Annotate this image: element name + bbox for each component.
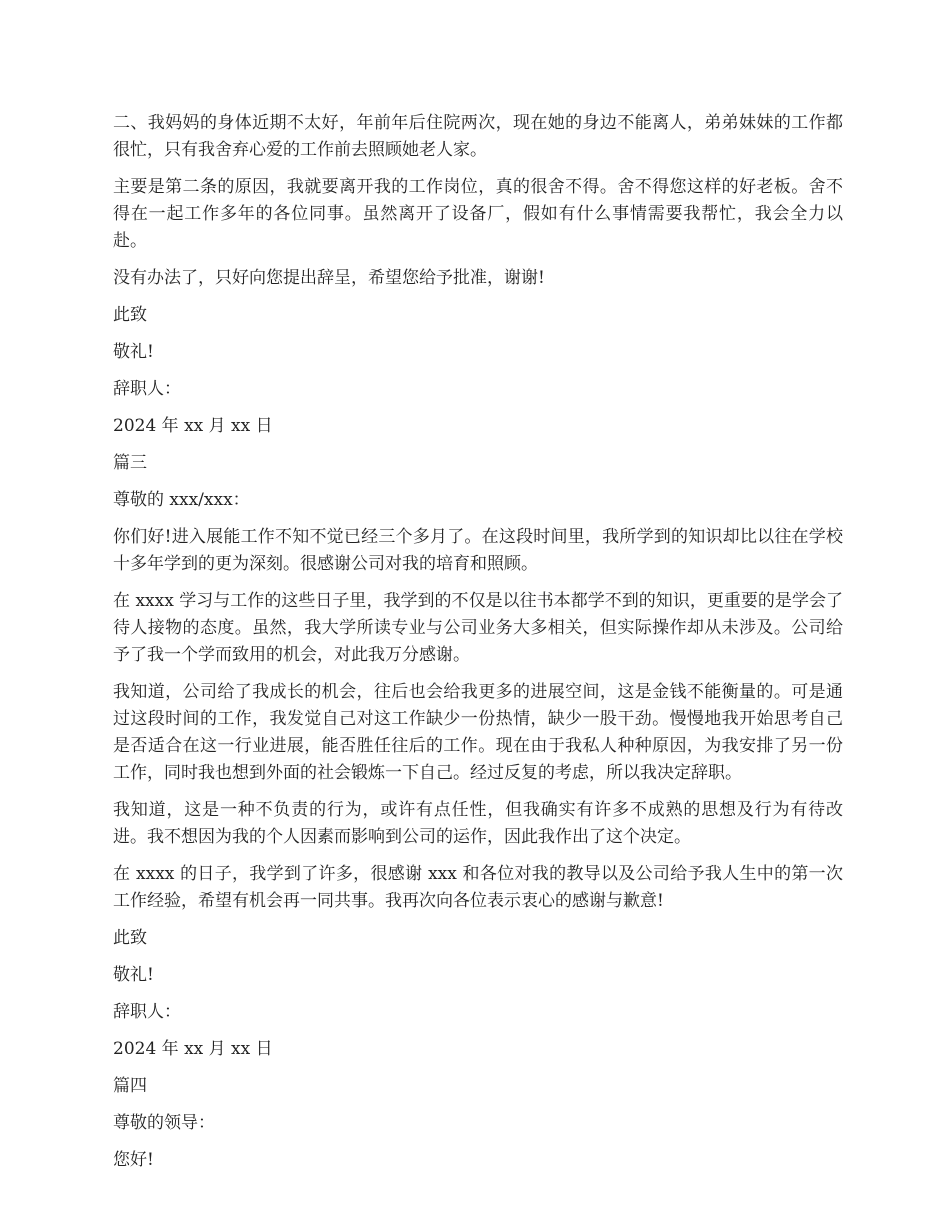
paragraph-greeting: 您好!	[113, 1150, 154, 1170]
signature-label: 辞职人：	[113, 1002, 181, 1022]
date-line: 2024 年 xx 月 xx 日	[113, 416, 273, 436]
salutation: 尊敬的 xxx/xxx：	[113, 490, 250, 510]
closing-jingli: 敬礼!	[113, 965, 154, 985]
paragraph-learning: 在 xxxx 学习与工作的这些日子里，我学到的不仅是以往书本都学不到的知识，更重要的是学会了待人接物的态度。虽然，我大学所读专业与公司业务大多相关，但实际操作却从未涉及。公司给予了我一个学而致用的机会，对此我万分感谢。	[113, 591, 843, 665]
paragraph-apology: 我知道，这是一种不负责的行为，或许有点任性，但我确实有许多不成熟的思想及行为有待改进。我不想因为我的个人因素而影响到公司的运作，因此我作出了这个决定。	[113, 800, 843, 847]
closing-cizhi: 此致	[113, 305, 147, 325]
salutation: 尊敬的领导：	[113, 1113, 215, 1133]
paragraph-request: 没有办法了，只好向您提出辞呈，希望您给予批准，谢谢!	[113, 268, 545, 288]
signature-label: 辞职人：	[113, 379, 181, 399]
paragraph-thanks: 在 xxxx 的日子，我学到了许多，很感谢 xxx 和各位对我的教导以及公司给予我人生中的第一次工作经验，希望有机会再一同共事。我再次向各位表示衷心的感谢与歉意!	[113, 864, 843, 911]
document-body	[113, 110, 843, 1184]
paragraph-greeting: 你们好!进入展能工作不知不觉已经三个多月了。在这段时间里，我所学到的知识却比以往在学校十多年学到的更为深刻。很感谢公司对我的培育和照顾。	[113, 527, 843, 574]
date-line: 2024 年 xx 月 xx 日	[113, 1039, 273, 1059]
paragraph-reason-two: 二、我妈妈的身体近期不太好，年前年后住院两次，现在她的身边不能离人，弟弟妹妹的工作都很忙，只有我舍弃心爱的工作前去照顾她老人家。	[113, 113, 843, 160]
closing-cizhi: 此致	[113, 928, 147, 948]
closing-jingli: 敬礼!	[113, 342, 154, 362]
section-heading-four: 篇四	[113, 1076, 147, 1096]
paragraph-decision: 我知道，公司给了我成长的机会，往后也会给我更多的进展空间，这是金钱不能衡量的。可是通过这段时间的工作，我发觉自己对这工作缺少一份热情，缺少一股干劲。慢慢地我开始思考自己是否适合在这一行业进展，能否胜任往后的工作。现在由于我私人种种原因，为我安排了另一份工作，同时我也想到外面的社会锻炼一下自己。经过反复的考虑，所以我决定辞职。	[113, 682, 843, 783]
section-heading-three: 篇三	[113, 453, 147, 473]
paragraph-main-reason: 主要是第二条的原因，我就要离开我的工作岗位，真的很舍不得。舍不得您这样的好老板。舍不得在一起工作多年的各位同事。虽然离开了设备厂，假如有什么事情需要我帮忙，我会全力以赴。	[113, 177, 843, 251]
